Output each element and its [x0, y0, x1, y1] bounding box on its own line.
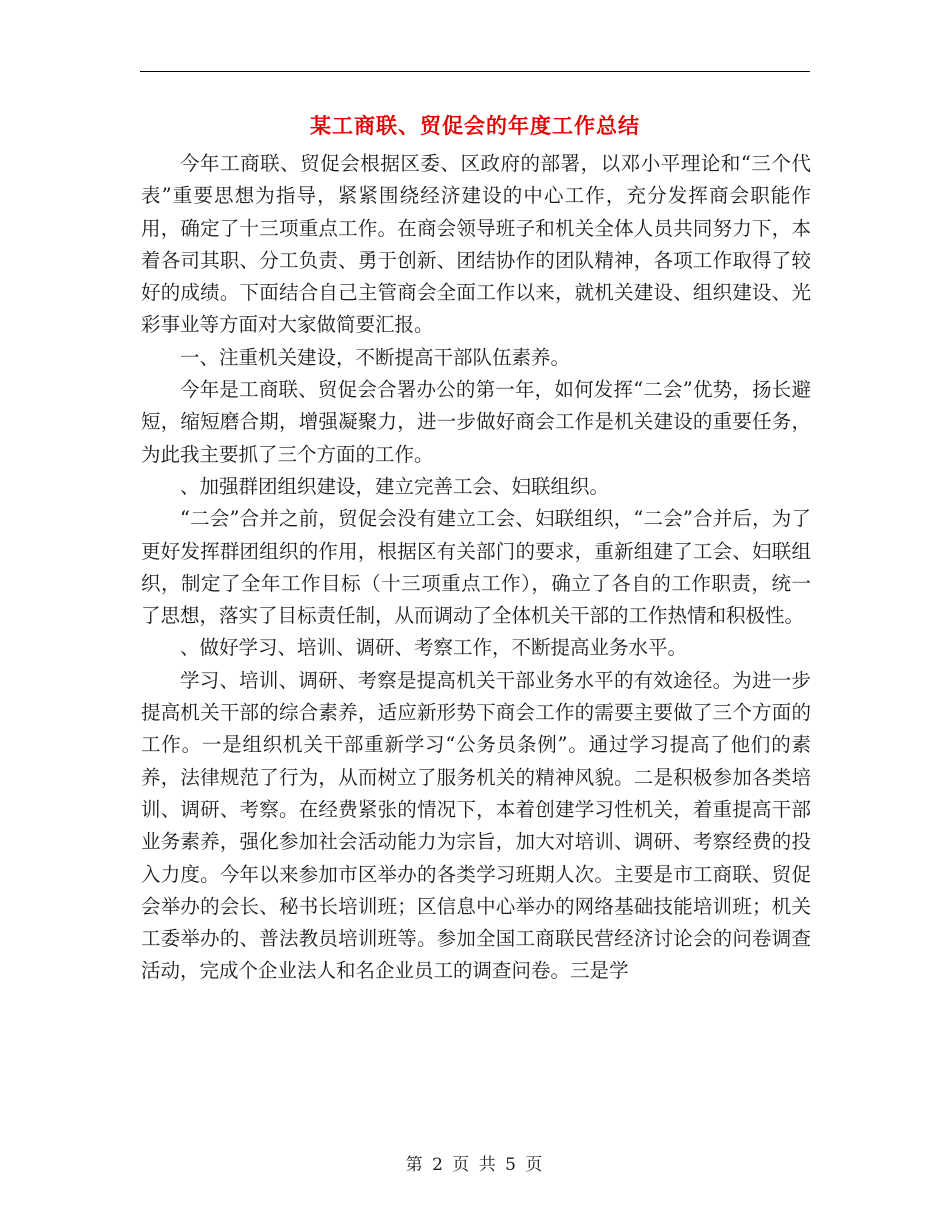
page-number: 第 2 页 共 5 页: [405, 1155, 545, 1175]
paragraph-organization: “二会”合并之前，贸促会没有建立工会、妇联组织，“二会”合并后，为了更好发挥群团组织的作用，根据区有关部门的要求，重新组建了工会、妇联组织，制定了全年工作目标（十三项重点工作），确立了各自的工作职责，统一了思想，落实了目标责任制，从而调动了全体机关干部的工作热情和积极性。: [141, 507, 811, 628]
document-body: [141, 148, 811, 988]
header-rule: [140, 71, 810, 72]
paragraph-intro: 今年工商联、贸促会根据区委、区政府的部署，以邓小平理论和“三个代表”重要思想为指导，紧紧围绕经济建设的中心工作，充分发挥商会职能作用，确定了十三项重点工作。在商会领导班子和机关全体人员共同努力下，本着各司其职、分工负责、勇于创新、团结协作的团队精神，各项工作取得了较好的成绩。下面结合自己主管商会全面工作以来，就机关建设、组织建设、光彩事业等方面对大家做简要汇报。: [141, 152, 811, 337]
paragraph-training: 学习、培训、调研、考察是提高机关干部业务水平的有效途径。为进一步提高机关干部的综合素养，适应新形势下商会工作的需要主要做了三个方面的工作。一是组织机关干部重新学习“公务员条例”。通过学习提高了他们的素养，法律规范了行为，从而树立了服务机关的精神风貌。二是积极参加各类培训、调研、考察。在经费紧张的情况下，本着创建学习性机关，着重提高干部业务素养，强化参加社会活动能力为宗旨，加大对培训、调研、考察经费的投入力度。今年以来参加市区举办的各类学习班期人次。主要是市工商联、贸促会举办的会长、秘书长培训班；区信息中心举办的网络基础技能培训班；机关工委举办的、普法教员培训班等。参加全国工商联民营经济讨论会的问卷调查活动，完成个企业法人和名企业员工的调查问卷。三是学: [141, 668, 811, 983]
paragraph-section-1: 今年是工商联、贸促会合署办公的第一年，如何发挥“二会”优势，扬长避短，缩短磨合期，增强凝聚力，进一步做好商会工作是机关建设的重要任务，为此我主要抓了三个方面的工作。: [141, 378, 811, 466]
subheading-organization: 、加强群团组织建设，建立完善工会、妇联组织。: [180, 474, 610, 498]
subheading-training: 、做好学习、培训、调研、考察工作，不断提高业务水平。: [180, 636, 688, 660]
document-title: 某工商联、贸促会的年度工作总结: [310, 113, 640, 138]
section-heading-1: 一、注重机关建设，不断提高干部队伍素养。: [180, 345, 571, 369]
